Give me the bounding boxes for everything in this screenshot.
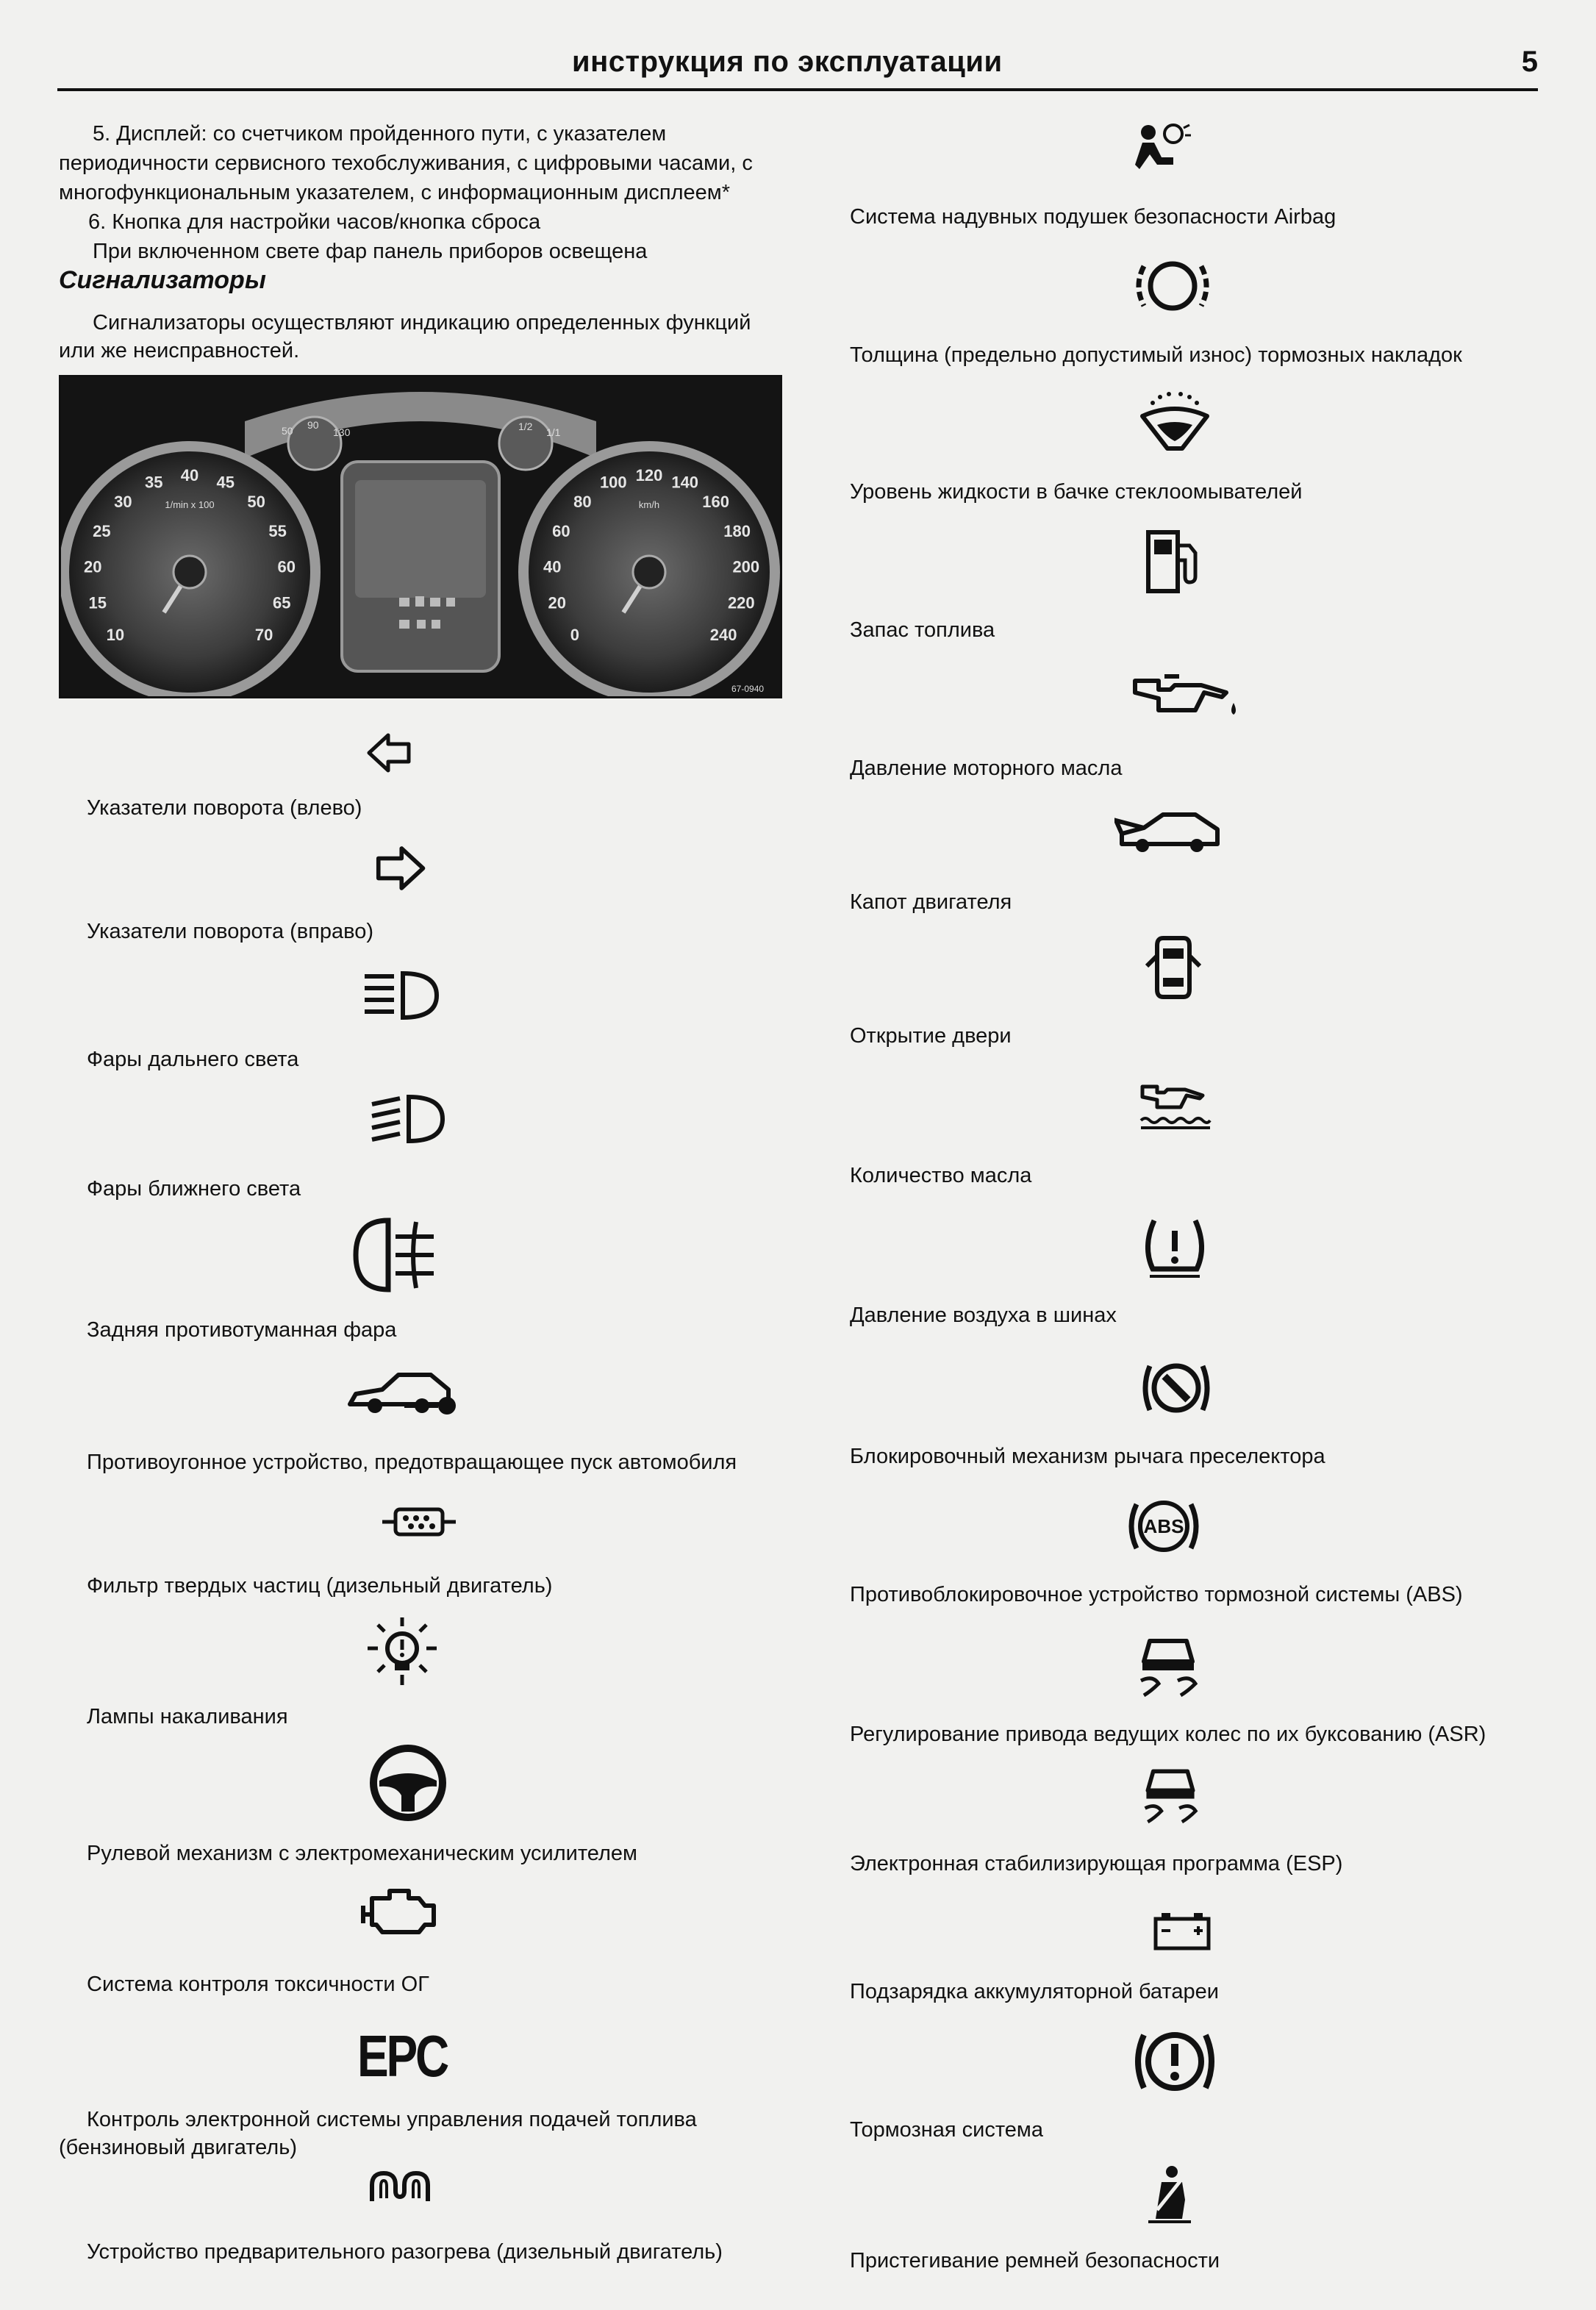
asr-label: Регулирование привода ведущих колес по их буксованию (ASR)	[850, 1723, 1486, 1746]
photo-code: 67-0940	[731, 684, 765, 694]
intro-item-5: 5. Дисплей: со счетчиком пройденного пути, с указателем периодичности сервисного техобслуживания, с цифровыми часами, с многофункциональным указателем, с информационным дисплеем*	[59, 122, 753, 204]
bulb-failure-label: Лампы накаливания	[87, 1705, 288, 1728]
steering-wheel-label: Рулевой механизм с электромеханическим усилителем	[87, 1842, 637, 1865]
door-open-icon	[1145, 934, 1201, 1000]
asr-icon	[1137, 1632, 1200, 1698]
turn-right-label: Указатели поворота (вправо)	[87, 920, 374, 943]
rear-fog-light-label: Задняя противотуманная фара	[87, 1318, 397, 1342]
oil-level-label: Количество масла	[850, 1164, 1032, 1187]
immobilizer-car-key-icon	[346, 1367, 463, 1420]
page-number: 5	[1521, 46, 1538, 78]
abs-icon-text: ABS	[1143, 1515, 1184, 1537]
tach-number-55: 55	[268, 522, 287, 541]
epc-icon: EPC	[357, 2023, 447, 2089]
turn-left-arrow-icon	[366, 729, 413, 776]
tach-number-50: 50	[247, 493, 265, 511]
speed-number-40: 40	[543, 557, 562, 576]
intro-note: При включенном свете фар панель приборов освещена	[93, 240, 648, 263]
speed-number-220: 220	[727, 593, 755, 612]
tach-number-35: 35	[145, 473, 163, 492]
tach-unit: 1/min x 100	[165, 499, 215, 510]
speed-number-180: 180	[723, 522, 751, 541]
battery-icon	[1151, 1910, 1213, 1951]
battery-label: Подзарядка аккумуляторной батареи	[850, 1980, 1219, 2003]
door-open-label: Открытие двери	[850, 1024, 1012, 1048]
tach-number-10: 10	[106, 625, 125, 644]
speed-number-0: 0	[570, 625, 580, 644]
speed-number-80: 80	[573, 493, 592, 511]
speed-number-20: 20	[548, 593, 566, 612]
selector-lever-lock-label: Блокировочный механизм рычага преселектора	[850, 1445, 1325, 1468]
tach-number-25: 25	[93, 522, 111, 541]
bulb-failure-icon	[362, 1615, 443, 1688]
tach-number-65: 65	[273, 593, 291, 612]
brake-system-icon	[1129, 2023, 1220, 2100]
high-beam-label: Фары дальнего света	[87, 1048, 299, 1071]
brake-system-label: Тормозная система	[850, 2118, 1043, 2142]
section-text: Сигнализаторы осуществляют индикацию определенных функций или же неисправностей.	[59, 311, 751, 362]
tire-pressure-label: Давление воздуха в шинах	[850, 1304, 1117, 1327]
header-title: инструкция по эксплуатации	[572, 46, 1003, 78]
low-beam-label: Фары ближнего света	[87, 1177, 301, 1201]
brake-pad-wear-label: Толщина (предельно допустимый износ) тормозных накладок	[850, 343, 1462, 367]
fuel-pump-icon	[1144, 528, 1206, 594]
immobilizer-label: Противоугонное устройство, предотвращающее пуск автомобиля	[87, 1451, 737, 1474]
oil-level-icon	[1138, 1079, 1212, 1131]
washer-fluid-label: Уровень жидкости в бачке стеклоомывателей	[850, 480, 1303, 504]
fuel-pump-label: Запас топлива	[850, 618, 995, 642]
turn-left-label: Указатели поворота (влево)	[87, 796, 362, 820]
low-beam-icon	[366, 1093, 447, 1145]
brake-pad-wear-icon	[1132, 253, 1213, 319]
particulate-filter-icon	[381, 1503, 457, 1540]
particulate-filter-label: Фильтр твердых частиц (дизельный двигатель)	[87, 1574, 553, 1598]
hood-open-icon	[1114, 806, 1225, 857]
temp-mark-50: 50	[282, 425, 293, 437]
epc-label: Контроль электронной системы управления подачей топлива (бензиновый двигатель)	[59, 2108, 697, 2159]
section-title: Сигнализаторы	[59, 266, 266, 294]
fuel-mark-full: 1/1	[546, 426, 561, 438]
tach-number-45: 45	[216, 473, 235, 492]
speed-number-240: 240	[709, 625, 737, 644]
rear-fog-light-icon	[351, 1215, 440, 1295]
oil-can-icon	[1131, 671, 1241, 720]
speed-unit: km/h	[638, 499, 660, 510]
engine-check-icon	[360, 1884, 441, 1939]
speed-number-200: 200	[732, 557, 760, 576]
abs-icon	[1125, 1491, 1203, 1562]
turn-right-arrow-icon	[373, 842, 426, 895]
esp-label: Электронная стабилизирующая программа (ESP)	[850, 1852, 1343, 1875]
glow-plug-label: Устройство предварительного разогрева (дизельный двигатель)	[87, 2240, 723, 2264]
speed-number-160: 160	[702, 493, 729, 511]
tach-number-70: 70	[254, 625, 273, 644]
engine-check-label: Система контроля токсичности ОГ	[87, 1973, 429, 1996]
intro-item-6: 6. Кнопка для настройки часов/кнопка сброса	[88, 210, 541, 234]
selector-lever-lock-icon	[1139, 1353, 1213, 1423]
tach-number-20: 20	[83, 557, 102, 576]
temp-mark-130: 130	[333, 426, 351, 438]
fuel-mark-half: 1/2	[518, 421, 533, 432]
esp-icon	[1141, 1763, 1200, 1825]
glow-plug-icon	[368, 2169, 432, 2206]
tire-pressure-icon	[1139, 1215, 1210, 1281]
washer-fluid-icon	[1138, 387, 1212, 453]
airbag-label: Система надувных подушек безопасности Airbag	[850, 205, 1336, 229]
steering-wheel-icon	[369, 1744, 447, 1822]
speed-number-100: 100	[599, 473, 627, 492]
hood-open-label: Капот двигателя	[850, 890, 1012, 914]
page-header	[57, 43, 1538, 91]
airbag-icon	[1132, 121, 1191, 179]
tach-number-15: 15	[88, 593, 107, 612]
seatbelt-icon	[1144, 2164, 1195, 2223]
oil-can-label: Давление моторного масла	[850, 757, 1123, 780]
speed-number-60: 60	[552, 522, 570, 541]
tach-number-60: 60	[277, 557, 296, 576]
tach-number-40: 40	[180, 466, 199, 484]
tach-number-30: 30	[114, 493, 132, 511]
speed-number-120: 120	[635, 466, 663, 484]
abs-label: Противоблокировочное устройство тормозной системы (ABS)	[850, 1583, 1463, 1606]
temp-mark-90: 90	[307, 419, 319, 431]
speed-number-140: 140	[671, 473, 699, 492]
intro-text	[59, 119, 779, 266]
instrument-panel-photo	[59, 375, 782, 698]
high-beam-icon	[360, 969, 441, 1022]
seatbelt-label: Пристегивание ремней безопасности	[850, 2249, 1220, 2273]
